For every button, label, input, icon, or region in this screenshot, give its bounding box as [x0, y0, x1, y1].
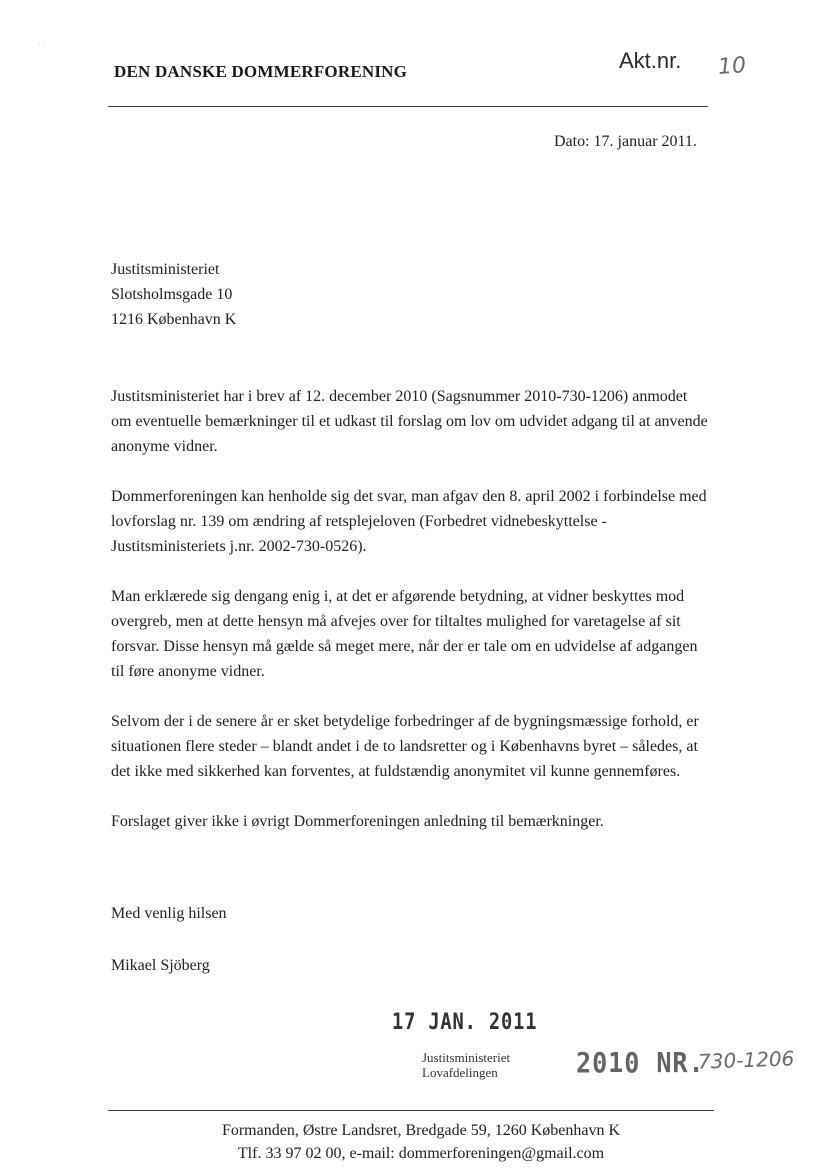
body-paragraph: Justitsministeriet har i brev af 12. december 2010 (Sagsnummer 2010-730-1206) anmodet om eventuelle bemærkninger til et udkast til forslag om lov om udvidet adgang til at anvende anonyme vidner. [111, 388, 708, 455]
department-stamp-line2: Lovafdelingen [422, 1065, 498, 1080]
footer-address: Formanden, Østre Landsret, Bredgade 59, 1260 København K [221, 1122, 621, 1139]
department-stamp-line1: Justitsministeriet [422, 1050, 511, 1065]
footer-divider [108, 1110, 714, 1111]
footer [0, 1119, 826, 1165]
case-number-handwritten: 730-1206 [697, 1046, 795, 1074]
header-divider [108, 106, 708, 107]
body-paragraph: Selvom der i de senere år er sket betydelige forbedringer af de bygningsmæssige forhold, er situationen flere steder – blandt andet i de to landsretter og i Københavns byret – således, at det ikke med sikkerhed kan forventes, at fuldstændig anonymitet vil kunne gennemføres. [111, 713, 699, 780]
closing-salutation: Med venlig hilsen [111, 905, 227, 922]
recipient-street: Slotsholmsgade 10 [111, 286, 233, 303]
body-paragraph: Forslaget giver ikke i øvrigt Dommerforeningen anledning til bemærkninger. [111, 813, 604, 830]
received-date-stamp: 17 JAN. 2011 [392, 1010, 538, 1035]
recipient-address [111, 257, 236, 332]
signer-name: Mikael Sjöberg [111, 957, 210, 974]
akt-number-handwritten: 10 [717, 53, 747, 80]
letter-date: Dato: 17. januar 2011. [554, 133, 697, 150]
body-paragraph: Dommerforeningen kan henholde sig det svar, man afgav den 8. april 2002 i forbindelse med lovforslag nr. 139 om ændring af retsplejeloven (Forbedret vidnebeskyttelse - Justitsministeriets j.nr. 2002-730-0526). [111, 488, 707, 555]
organization-name: DEN DANSKE DOMMERFORENING [114, 62, 408, 81]
scan-artifact-icon: · · [38, 40, 46, 49]
department-stamp [422, 1050, 510, 1080]
akt-label: Akt.nr. [619, 48, 682, 73]
recipient-city: 1216 København K [111, 311, 237, 328]
footer-contact: Tlf. 33 97 02 00, e-mail: dommerforeningen@gmail.com [237, 1145, 605, 1162]
recipient-name: Justitsministeriet [111, 261, 220, 278]
body-paragraph: Man erklærede sig dengang enig i, at det er afgørende betydning, at vidner beskyttes mod overgreb, men at dette hensyn må afvejes over for tiltaltes mulighed for varetagelse af sit forsvar. Disse hensyn må gælde så meget mere, når der er tale om en udvidelse af adgangen til føre anonyme vidner. [111, 588, 698, 680]
case-nr-stamp: 2010 NR. [576, 1046, 705, 1079]
letter-body [111, 384, 711, 859]
